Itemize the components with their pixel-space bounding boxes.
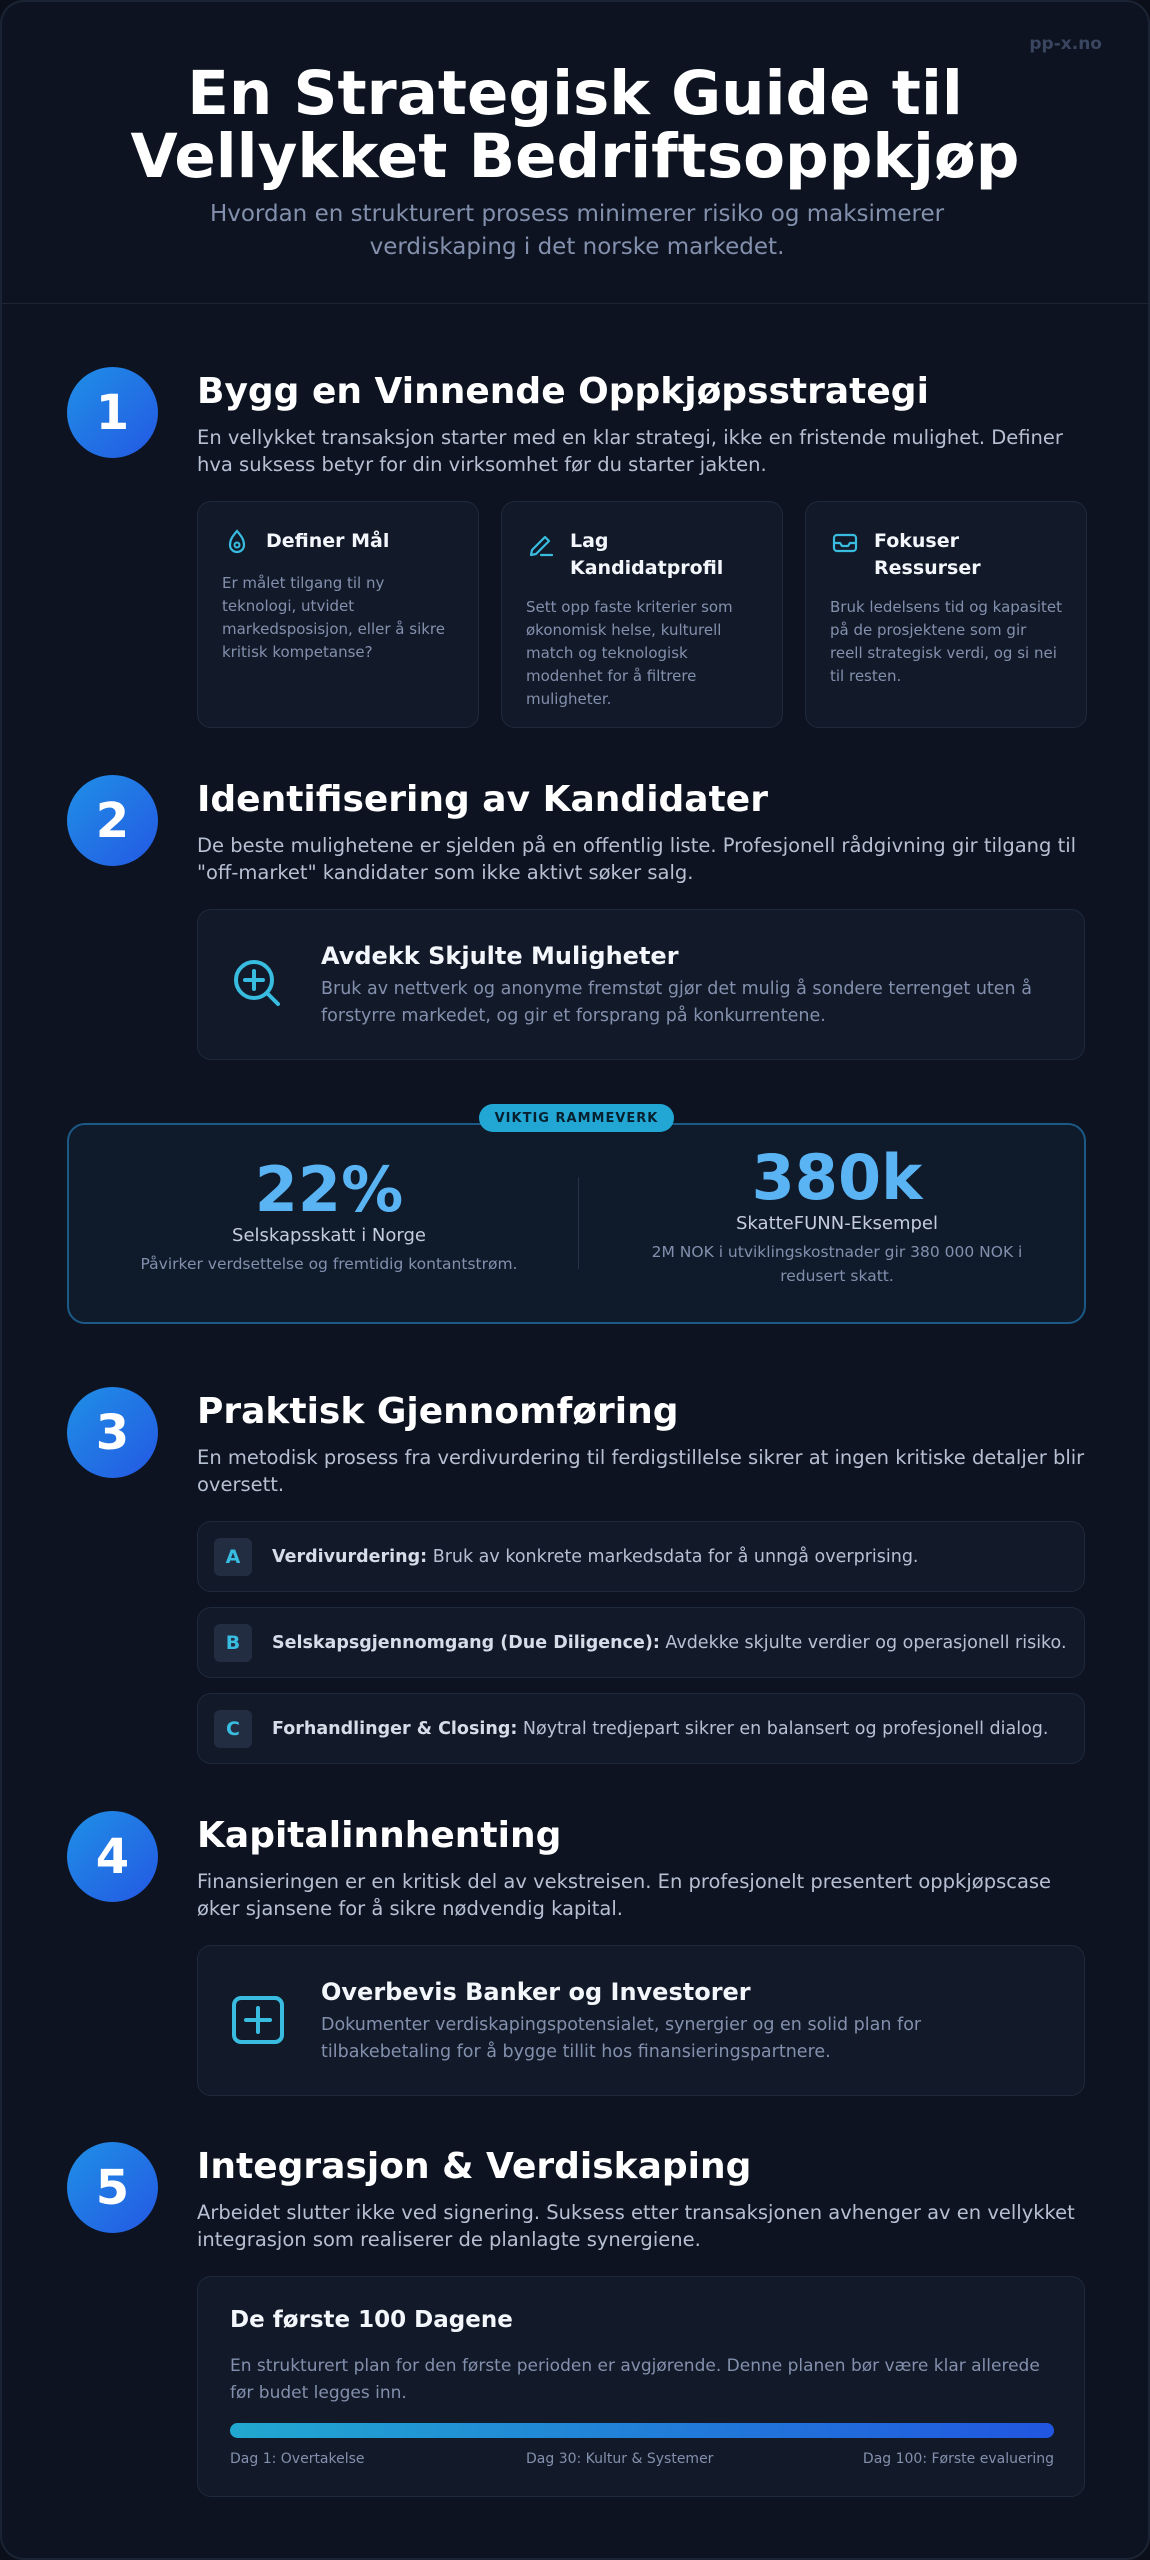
stat-name: SkatteFUNN-Eksempel	[736, 1213, 938, 1234]
section-desc-candidates: De beste mulighetene er sjelden på en offentlig liste. Profesjonell rådgivning gir tilgang til "off-market" kandidater som ikke aktivt søker salg.	[197, 834, 1077, 884]
card-title: Fokuser Ressurser	[874, 530, 981, 579]
key-framework-panel	[67, 1123, 1086, 1324]
list-item-valuation	[197, 1521, 1085, 1592]
step-letter: C	[214, 1710, 252, 1748]
stat-subtext: 2M NOK i utviklingskostnader gir 380 000 NOK i redusert skatt.	[651, 1243, 1023, 1285]
section-title-capital: Kapitalinnhenting	[197, 1815, 562, 1856]
card-title: Lag Kandidatprofil	[570, 530, 724, 579]
stat-corporate-tax	[89, 1155, 569, 1276]
card-convince-investors	[197, 1945, 1085, 2096]
section-desc-capital: Finansieringen er en kritisk del av vekstreisen. En profesjonelt presentert oppkjøpscase øker sjansene for å sikre nødvendig kapital.	[197, 1870, 1052, 1920]
card-candidate-profile	[501, 501, 783, 728]
site-watermark: pp-x.no	[1029, 34, 1102, 54]
plus-square-icon	[230, 1994, 286, 2050]
card-text: Sett opp faste kriterier som økonomisk helse, kulturell match og teknologisk modenhet for å filtrere muligheter.	[526, 598, 733, 708]
step-badge-1: 1	[67, 367, 158, 458]
stat-subtext: Påvirker verdsettelse og fremtidig kontantstrøm.	[140, 1255, 518, 1273]
framework-label-badge: VIKTIG RAMMEVERK	[479, 1104, 674, 1132]
section-title-integration: Integrasjon & Verdiskaping	[197, 2146, 752, 2187]
step-text	[272, 1547, 919, 1567]
stat-value: 22%	[254, 1153, 404, 1226]
stat-value: 380k	[751, 1141, 923, 1214]
milestone-day-1: Dag 1: Overtakelse	[230, 2451, 365, 2467]
milestone-day-30: Dag 30: Kultur & Systemer	[526, 2451, 714, 2467]
section-title-execution: Praktisk Gjennomføring	[197, 1391, 679, 1432]
stat-divider	[578, 1177, 579, 1269]
page-title-line-2: Vellykket Bedriftsoppkjøp	[130, 121, 1020, 192]
stat-skattefunn	[597, 1143, 1077, 1288]
plan-title: De første 100 Dagene	[230, 2307, 513, 2333]
card-hidden-opportunities	[197, 909, 1085, 1060]
card-focus-resources	[805, 501, 1087, 728]
section-desc-integration: Arbeidet slutter ikke ved signering. Suksess etter transaksjonen avhenger av en vellykket integrasjon som realiserer de planlagte synergiene.	[197, 2201, 1075, 2251]
step-text	[272, 1719, 1048, 1739]
card-text: Er målet tilgang til ny teknologi, utvidet markedsposisjon, eller å sikre kritisk kompetanse?	[222, 574, 445, 661]
zoom-in-icon	[230, 956, 286, 1012]
step-description: Bruk av konkrete markedsdata for å unngå overprising.	[427, 1546, 919, 1567]
step-description: Nøytral tredjepart sikrer en balansert og profesjonell dialog.	[517, 1718, 1049, 1739]
card-title: Avdekk Skjulte Muligheter	[321, 942, 679, 970]
page-subtitle: Hvordan en strukturert prosess minimerer risiko og maksimerer verdiskaping i det norske markedet.	[209, 201, 945, 260]
card-first-100-days	[197, 2276, 1085, 2497]
step-description: Avdekke skjulte verdier og operasjonell risiko.	[659, 1632, 1067, 1653]
card-text: Dokumenter verdiskapingspotensialet, synergier og en solid plan for tilbakebetaling for å bygge tillit hos finansieringspartnere.	[321, 2015, 922, 2062]
target-icon	[222, 528, 252, 558]
step-bold-label: Forhandlinger & Closing:	[272, 1718, 518, 1739]
step-badge-4: 4	[67, 1811, 158, 1902]
card-text: Bruk av nettverk og anonyme fremstøt gjør det mulig å sondere terrenget uten å forstyrre markedet, og gir et forsprang på konkurrentene.	[321, 979, 1032, 1026]
step-letter: B	[214, 1624, 252, 1662]
card-title: Overbevis Banker og Investorer	[321, 1978, 751, 2006]
card-define-goals	[197, 501, 479, 728]
plan-text: En strukturert plan for den første perioden er avgjørende. Denne planen bør være klar allerede før budet legges inn.	[230, 2356, 1040, 2403]
card-text: Bruk ledelsens tid og kapasitet på de prosjektene som gir reell strategisk verdi, og si nei til resten.	[830, 598, 1062, 685]
section-desc-strategy: En vellykket transaksjon starter med en klar strategi, ikke en fristende mulighet. Definer hva suksess betyr for din virksomhet før du starter jakten.	[197, 426, 1063, 476]
page-title	[2, 58, 1148, 192]
step-badge-5: 5	[67, 2142, 158, 2233]
step-text	[272, 1633, 1067, 1653]
stat-name: Selskapsskatt i Norge	[232, 1225, 426, 1246]
step-badge-3: 3	[67, 1387, 158, 1478]
inbox-icon	[830, 528, 860, 558]
step-letter: A	[214, 1538, 252, 1576]
list-item-closing	[197, 1693, 1085, 1764]
pencil-icon	[526, 528, 556, 558]
step-badge-2: 2	[67, 775, 158, 866]
list-item-due-diligence	[197, 1607, 1085, 1678]
step-bold-label: Verdivurdering:	[272, 1546, 428, 1567]
hero-header	[2, 2, 1148, 304]
section-desc-execution: En metodisk prosess fra verdivurdering til ferdigstillelse sikrer at ingen kritiske detaljer blir oversett.	[197, 1446, 1085, 1496]
page-title-line-1: En Strategisk Guide til	[187, 58, 963, 129]
card-title: Definer Mål	[266, 530, 390, 552]
section-title-strategy: Bygg en Vinnende Oppkjøpsstrategi	[197, 371, 929, 412]
section-title-candidates: Identifisering av Kandidater	[197, 779, 768, 820]
step-bold-label: Selskapsgjennomgang (Due Diligence):	[272, 1632, 660, 1653]
milestone-day-100: Dag 100: Første evaluering	[862, 2451, 1054, 2467]
timeline-progress-bar	[230, 2423, 1054, 2438]
